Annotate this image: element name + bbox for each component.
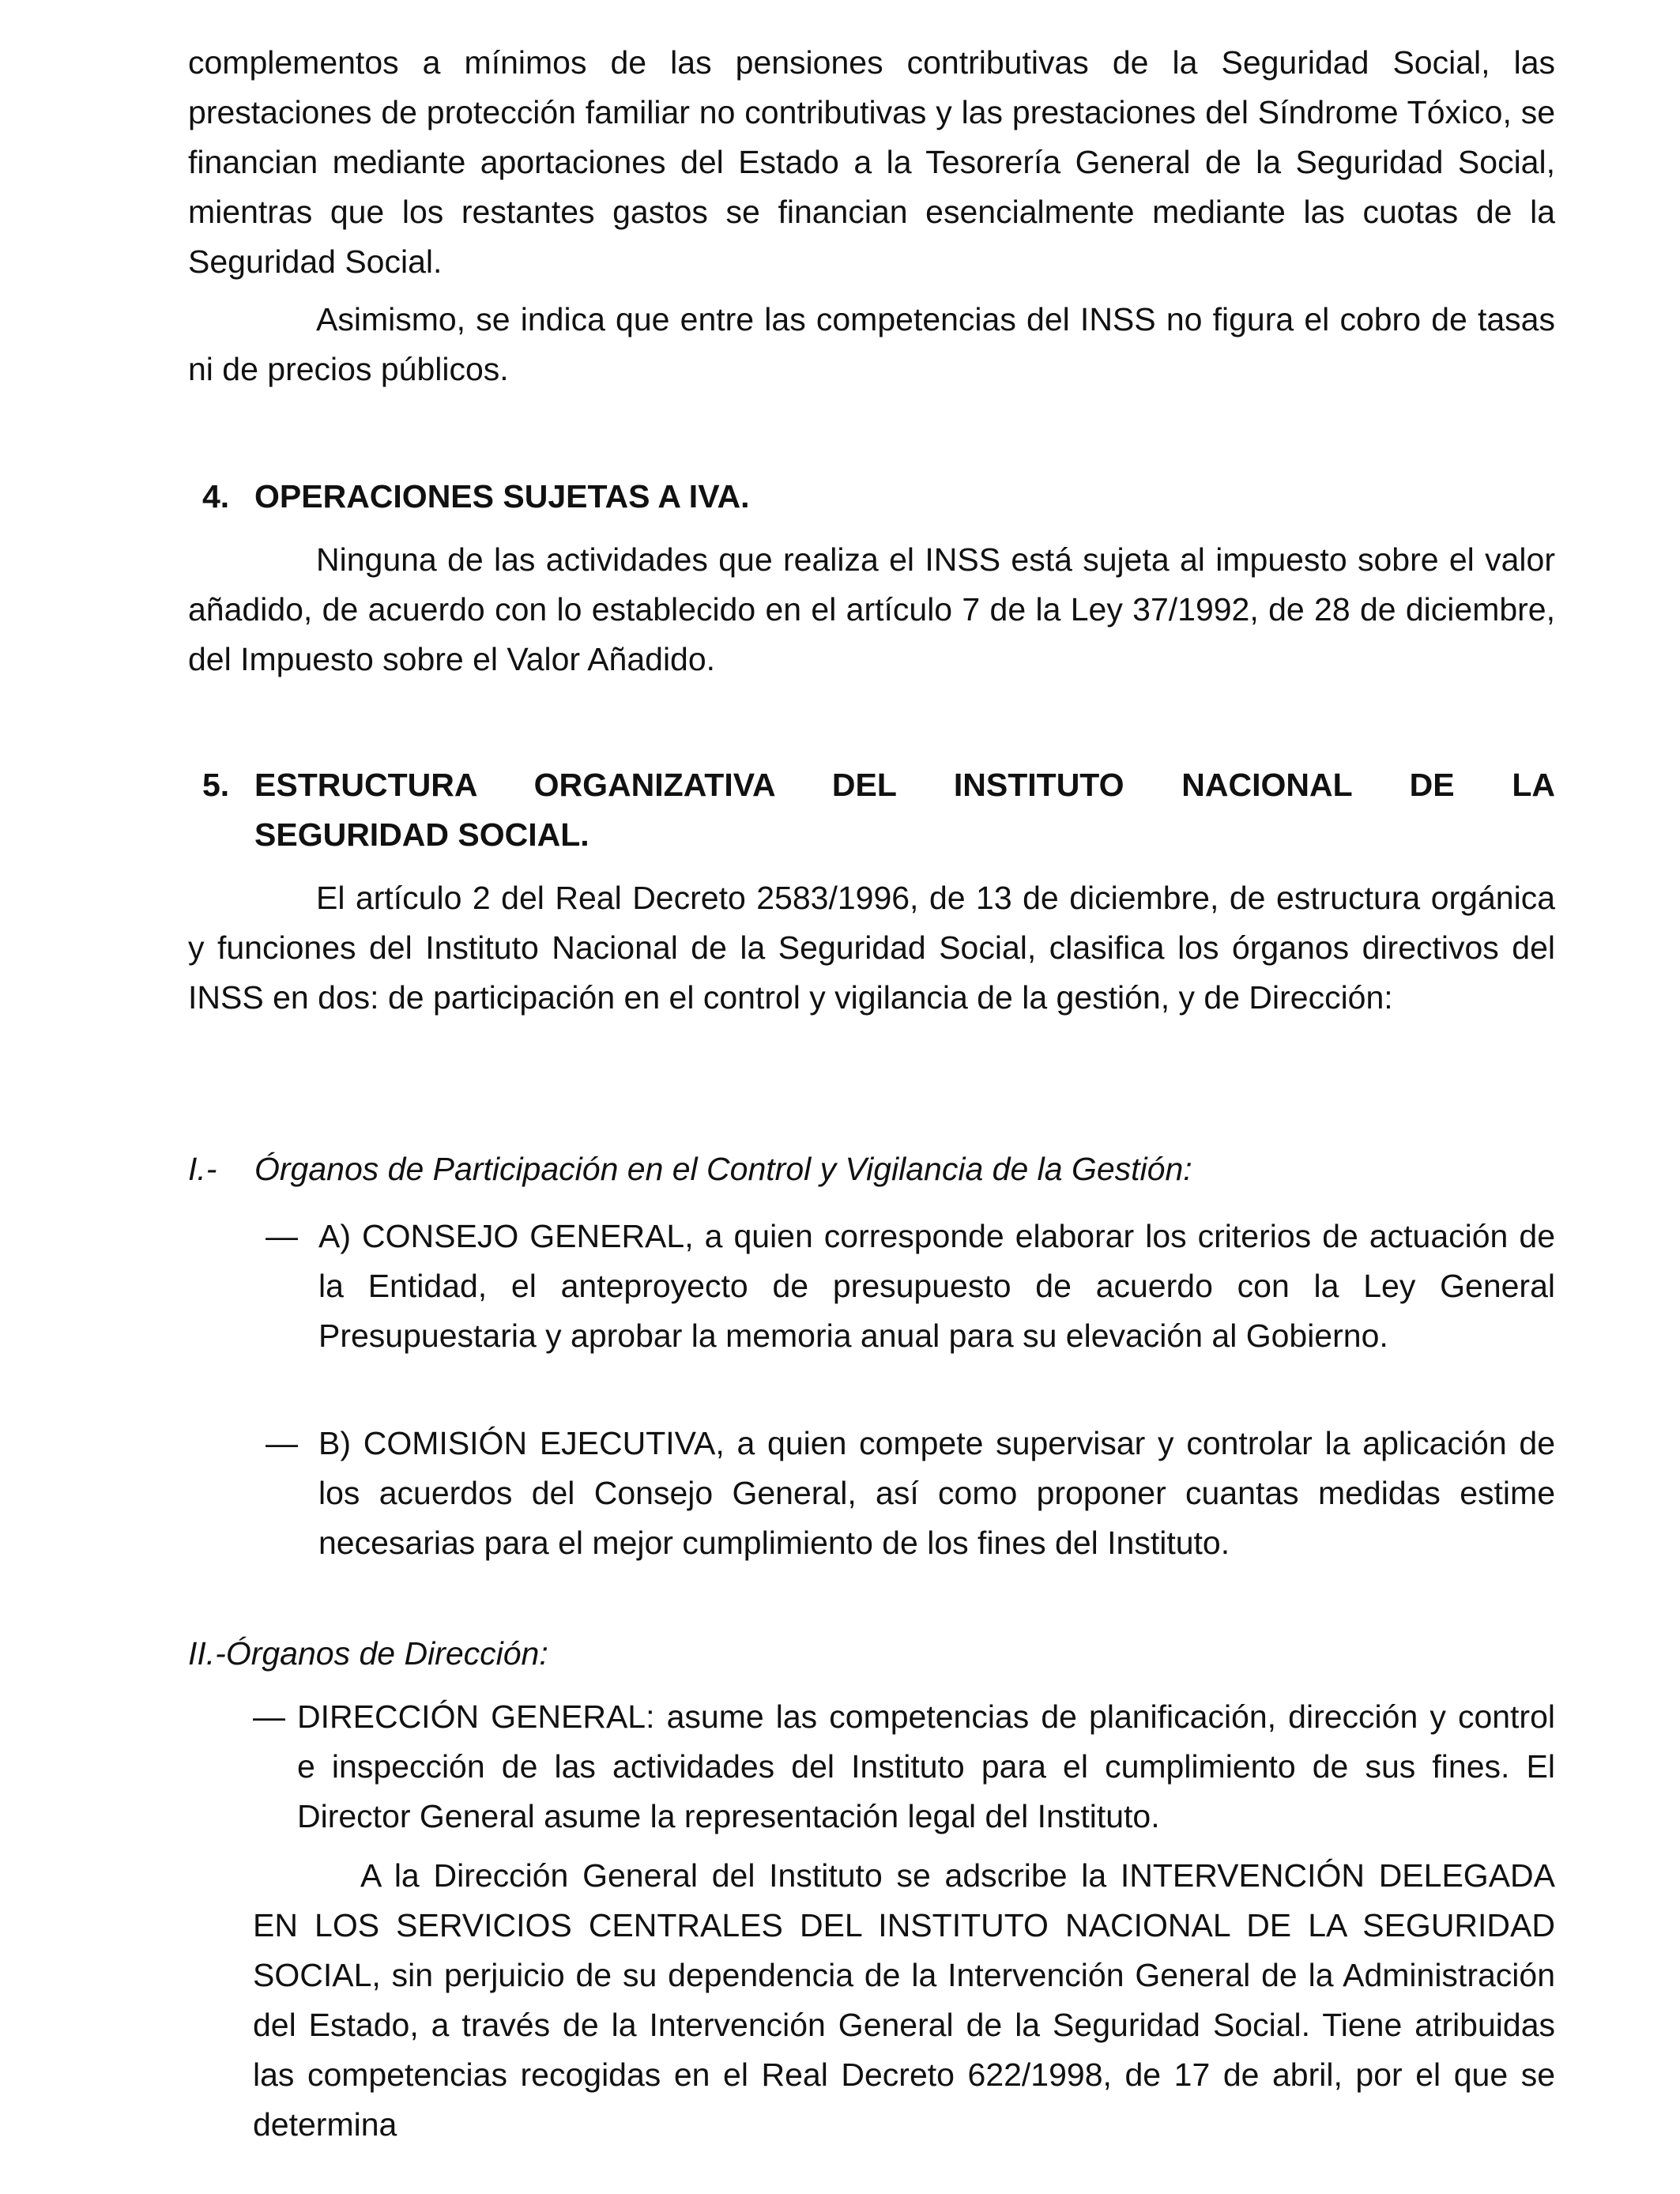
- section-4-number: 4.: [202, 478, 230, 515]
- paragraph-financing: complementos a mínimos de las pensiones contributivas de la Seguridad Social, las prestaciones de protección familiar no contributivas y las prestaciones del Síndrome Tóxico, se financian mediante aportaciones del Estado a la Tesorería General de la Seguridad Social, mientras que los restantes gastos se financian esencialmente mediante las cuotas de la Seguridad Social.: [188, 44, 1555, 280]
- item-b-dash: —: [266, 1425, 298, 1461]
- item-direccion-general: DIRECCIÓN GENERAL: asume las competencias de planificación, dirección y control e inspección de las actividades del Instituto para el cumplimiento de sus fines. El Director General asume la representación legal del Instituto.: [297, 1698, 1555, 1834]
- subsection-i-prefix: I.-: [188, 1151, 217, 1187]
- item-consejo-general: A) CONSEJO GENERAL, a quien corresponde elaborar los criterios de actuación de la Entidad, el anteproyecto de presupuesto de acuerdo con la Ley General Presupuestaria y aprobar la memoria anual para su elevación al Gobierno.: [318, 1218, 1555, 1354]
- paragraph-intervencion-delegada: A la Dirección General del Instituto se adscribe la INTERVENCIÓN DELEGADA EN LOS SERVICIOS CENTRALES DEL INSTITUTO NACIONAL DE LA SEGURIDAD SOCIAL, sin perjuicio de su dependencia de la Intervención General de la Administración del Estado, a través de la Intervención General de la Seguridad Social. Tiene atribuidas las competencias recogidas en el Real Decreto 622/1998, de 17 de abril, por el que se determina: [253, 1857, 1555, 2143]
- subsection-i-heading: [188, 1144, 1555, 1194]
- section-5-title-line2: SEGURIDAD SOCIAL.: [254, 816, 590, 853]
- section-5-title-line1: ESTRUCTURA ORGANIZATIVA DEL INSTITUTO NACIONAL DE LA: [254, 767, 1555, 803]
- paragraph-organization: El artículo 2 del Real Decreto 2583/1996, de 13 de diciembre, de estructura orgánica y funciones del Instituto Nacional de la Seguridad Social, clasifica los órganos directivos del INSS en dos: de participación en el control y vigilancia de la gestión, y de Dirección:: [188, 880, 1555, 1016]
- item-dg-dash: —: [253, 1698, 285, 1735]
- item-comision-ejecutiva: B) COMISIÓN EJECUTIVA, a quien compete supervisar y controlar la aplicación de los acuerdos del Consejo General, así como proponer cuantas medidas estime necesarias para el mejor cumplimiento de los fines del Instituto.: [318, 1425, 1555, 1561]
- item-a-dash: —: [266, 1218, 298, 1254]
- section-4-title: OPERACIONES SUJETAS A IVA.: [254, 478, 750, 515]
- section-4-heading: [188, 472, 1555, 522]
- subsection-ii-heading: II.-Órganos de Dirección:: [188, 1635, 548, 1672]
- section-5-number: 5.: [202, 767, 230, 803]
- section-5-heading: [188, 760, 1555, 860]
- paragraph-inss-competencies: Asimismo, se indica que entre las competencias del INSS no figura el cobro de tasas ni de precios públicos.: [188, 301, 1555, 387]
- subsection-i-title: Órganos de Participación en el Control y Vigilancia de la Gestión:: [254, 1151, 1192, 1187]
- paragraph-iva: Ninguna de las actividades que realiza el INSS está sujeta al impuesto sobre el valor añadido, de acuerdo con lo establecido en el artículo 7 de la Ley 37/1992, de 28 de diciembre, del Impuesto sobre el Valor Añadido.: [188, 541, 1555, 677]
